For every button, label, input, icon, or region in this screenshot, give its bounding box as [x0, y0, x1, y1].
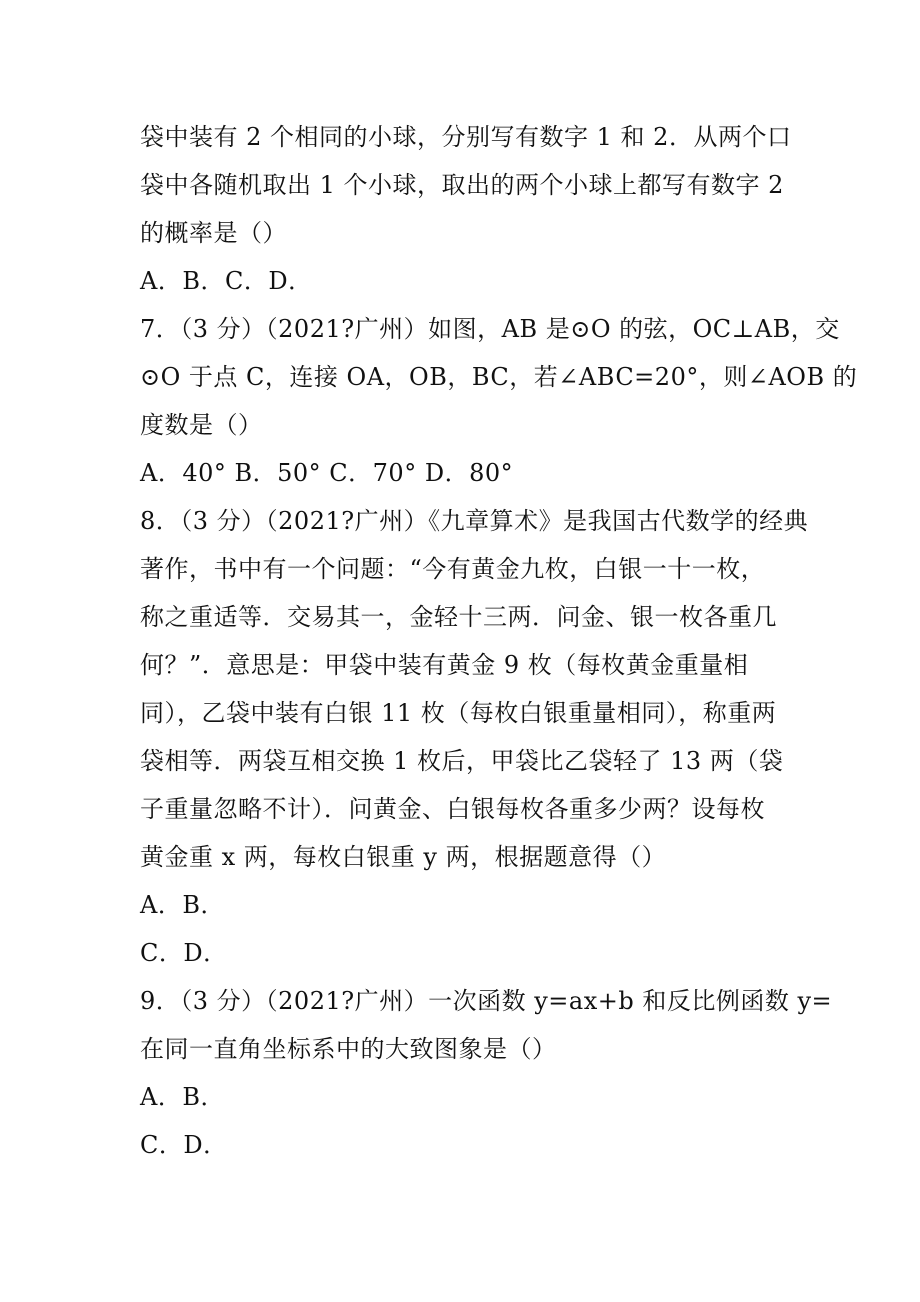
text-line: ⊙O 于点 C，连接 OA，OB，BC，若∠ABC=20°，则∠AOB 的 [140, 363, 858, 391]
answer-options: A．B．C．D． [140, 267, 313, 295]
question-7: 7．（3 分）（2021?广州）如图，AB 是⊙O 的弦，OC⊥AB，交 [140, 315, 840, 343]
text-line: 称之重适等．交易其一，金轻十三两．问金、银一枚各重几 [140, 603, 777, 631]
text-line: 在同一直角坐标系中的大致图象是（） [140, 1035, 557, 1063]
answer-options: C．D． [140, 939, 228, 967]
answer-options: A．40° B．50° C．70° D．80° [140, 459, 514, 487]
answer-options: A．B． [140, 1083, 225, 1111]
text-line: 的概率是（） [140, 219, 287, 247]
text-line: 黄金重 x 两，每枚白银重 y 两，根据题意得（） [140, 843, 667, 871]
question-8: 8．（3 分）（2021?广州）《九章算术》是我国古代数学的经典 [140, 507, 809, 535]
text-line: 同），乙袋中装有白银 11 枚（每枚白银重量相同），称重两 [140, 699, 777, 727]
text-line: 著作，书中有一个问题：“今有黄金九枚，白银一十一枚， [140, 555, 766, 583]
text-line: 度数是（） [140, 411, 263, 439]
text-line: 袋中各随机取出 1 个小球，取出的两个小球上都写有数字 2 [140, 171, 784, 199]
answer-options: A．B． [140, 891, 225, 919]
answer-options: C．D． [140, 1131, 228, 1159]
text-line: 袋中装有 2 个相同的小球，分别写有数字 1 和 2．从两个口 [140, 123, 792, 151]
text-line: 袋相等．两袋互相交换 1 枚后，甲袋比乙袋轻了 13 两（袋 [140, 747, 784, 775]
text-line: 子重量忽略不计）．问黄金、白银每枚各重多少两？设每枚 [140, 795, 765, 823]
question-9: 9．（3 分）（2021?广州）一次函数 y=ax+b 和反比例函数 y= [140, 987, 833, 1015]
text-line: 何？”．意思是：甲袋中装有黄金 9 枚（每枚黄金重量相 [140, 651, 749, 679]
